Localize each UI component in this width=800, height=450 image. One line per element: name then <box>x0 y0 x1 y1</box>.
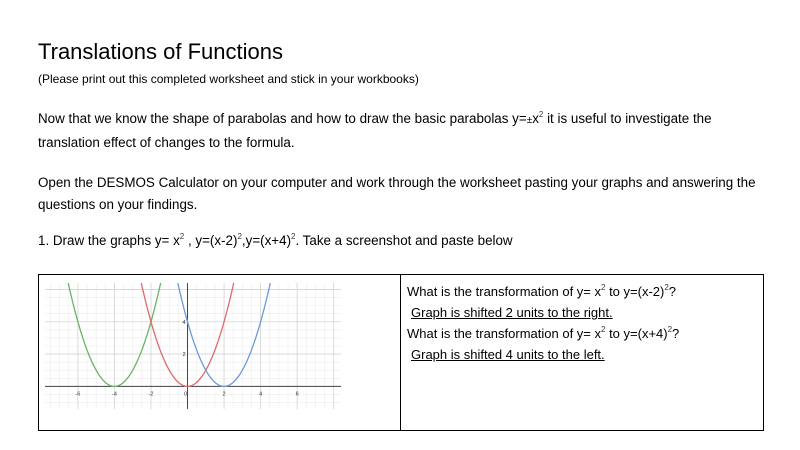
desmos-graph <box>39 275 400 425</box>
transformation-answer-2: Graph is shifted 4 units to the left. <box>411 347 605 362</box>
worksheet-table <box>38 274 764 431</box>
x-tick-label: 4 <box>259 391 263 398</box>
y-tick-label: 4 <box>182 319 186 326</box>
qa2-q-text-1: What is the transformation of y= x <box>407 326 601 341</box>
qa1-exponent-2: 2 <box>664 283 669 292</box>
transformation-question-2 <box>407 323 763 344</box>
qa2-exponent-1: 2 <box>601 325 606 334</box>
desmos-instruction: Open the DESMOS Calculator on your computer and work through the worksheet pasting your graphs and answering the questions on your findings. <box>38 175 756 212</box>
question-1 <box>38 230 768 252</box>
qa2-exponent-2: 2 <box>667 325 673 334</box>
q1-exponent-2: 2 <box>237 232 242 241</box>
transformation-question-1 <box>407 281 763 302</box>
q1-exponent-1: 2 <box>179 232 185 241</box>
transformation-answer-1: Graph is shifted 2 units to the right. <box>411 305 613 320</box>
qa1-q-text-2: to y=(x-2) <box>605 284 665 299</box>
graph-cell <box>39 275 401 431</box>
x-tick-label: 2 <box>222 391 226 398</box>
intro-text-3: it is useful to investigate the translation effect of changes to the formula. <box>38 111 712 150</box>
q1-exponent-3: 2 <box>291 232 296 241</box>
y-tick-label: 2 <box>182 352 186 359</box>
qa2-q-text-2: to y=(x+4) <box>605 326 668 341</box>
intro-exponent: 2 <box>538 110 544 119</box>
q1-text-4: . Take a screenshot and paste below <box>295 233 513 248</box>
page-title: Translations of Functions <box>38 39 283 64</box>
x-tick-label: -6 <box>75 391 81 398</box>
x-tick-label: 6 <box>295 391 299 398</box>
qa1-q-text-3: ? <box>668 284 677 299</box>
page-subtitle: (Please print out this completed worksheet and stick in your workbooks) <box>38 72 419 86</box>
qa1-exponent-1: 2 <box>601 283 606 292</box>
answer-cell <box>401 275 764 431</box>
x-tick-label: 0 <box>183 391 188 398</box>
q1-text-2: , y=(x-2) <box>184 233 238 248</box>
qa1-q-text-1: What is the transformation of y= x <box>407 284 601 299</box>
x-tick-label: -2 <box>148 391 154 398</box>
qa2-q-text-3: ? <box>672 326 680 341</box>
intro-text-2: x <box>532 111 539 126</box>
intro-text-1: Now that we know the shape of parabolas and how to draw the basic parabolas y= <box>38 111 527 126</box>
intro-paragraph <box>38 108 768 154</box>
q1-text-1: 1. Draw the graphs y= x <box>38 233 180 248</box>
q1-text-3: ,y=(x+4) <box>241 233 292 248</box>
x-tick-label: -4 <box>111 391 117 398</box>
plus-minus-symbol: ± <box>526 115 533 126</box>
